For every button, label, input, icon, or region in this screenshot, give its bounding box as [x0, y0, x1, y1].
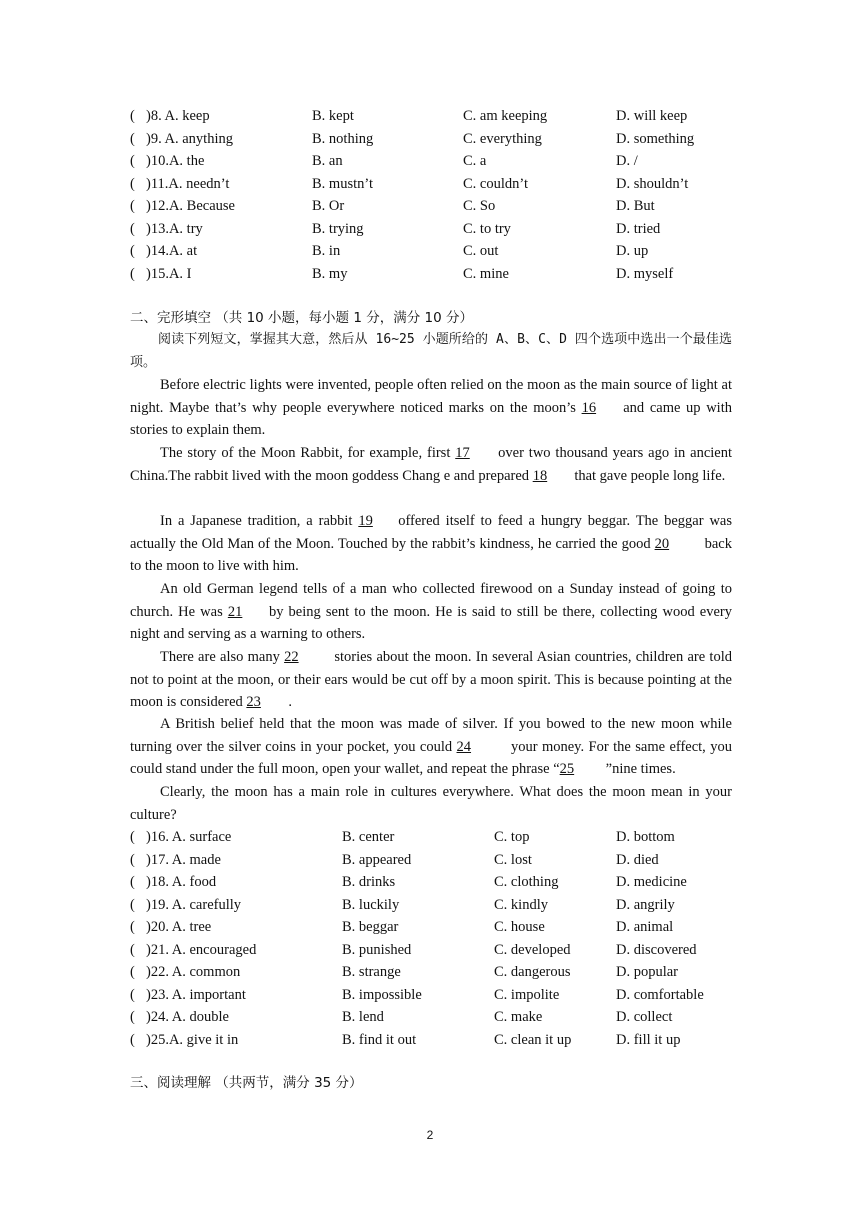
option-a: )14.A. at — [146, 243, 198, 259]
option-a: )8. A. keep — [146, 108, 210, 124]
section-title-cloze: 二、完形填空 （共 10 小题，每小题 1 分，满分 10 分） — [130, 310, 473, 326]
question-row — [130, 195, 740, 217]
option-a: )15.A. I — [146, 265, 192, 282]
option-b: B. luckily — [342, 896, 400, 913]
option-c: C. couldn’t — [463, 175, 528, 192]
option-a: )22. A. common — [146, 964, 241, 980]
blank-19: 19 — [358, 513, 373, 529]
option-c: C. mine — [463, 265, 509, 282]
answer-paren: ( — [130, 896, 135, 913]
question-row — [130, 984, 740, 1006]
option-d: D. something — [616, 130, 695, 147]
passage-paragraph: The story of the Moon Rabbit, for example, first 17 over two thousand years ago in ancient China.The rabbit lived with the moon goddess Chang e and prepared 18 that gave people long life. — [130, 442, 732, 487]
question-row — [130, 1006, 740, 1028]
answer-paren: ( — [130, 874, 135, 890]
answer-paren: ( — [130, 175, 135, 192]
question-row — [130, 240, 740, 262]
blank-20: 20 — [654, 535, 670, 552]
option-c: C. make — [494, 1009, 543, 1025]
option-a: )9. A. anything — [146, 130, 233, 147]
answer-paren: ( — [130, 851, 135, 868]
option-b: B. impossible — [342, 986, 422, 1003]
option-d: D. tried — [616, 220, 661, 237]
cloze-instruction: 阅读下列短文，掌握其大意，然后从 16~25 小题所给的 A、B、C、D 四个选项中选出一个最佳选项。 — [130, 332, 732, 370]
option-c: C. impolite — [494, 986, 560, 1003]
question-row — [130, 173, 740, 195]
option-c: C. top — [494, 829, 530, 845]
answer-paren: ( — [130, 265, 135, 282]
option-d: D. up — [616, 243, 649, 259]
section-title-reading: 三、阅读理解 （共两节，满分 35 分） — [130, 1075, 363, 1091]
question-row — [130, 894, 740, 916]
answer-paren: ( — [130, 108, 135, 124]
option-a: )20. A. tree — [146, 919, 212, 935]
answer-paren: ( — [130, 198, 135, 214]
answer-paren: ( — [130, 1031, 135, 1048]
question-row — [130, 150, 740, 172]
question-row — [130, 916, 740, 938]
option-a: )25.A. give it in — [146, 1031, 239, 1048]
option-d: D. medicine — [616, 874, 687, 890]
option-c: C. kindly — [494, 896, 548, 913]
answer-paren: ( — [130, 220, 135, 237]
option-c: C. house — [494, 919, 545, 935]
answer-paren: ( — [130, 986, 135, 1003]
question-row — [130, 849, 740, 871]
page-number: 2 — [426, 1128, 434, 1142]
option-b: B. in — [312, 243, 341, 259]
option-d: D. bottom — [616, 829, 675, 845]
option-d: D. animal — [616, 919, 674, 935]
option-b: B. find it out — [342, 1031, 417, 1048]
option-b: B. nothing — [312, 130, 374, 147]
option-b: B. lend — [342, 1009, 384, 1025]
option-c: C. everything — [463, 130, 542, 147]
option-c: C. clean it up — [494, 1031, 572, 1048]
blank-25: 25 — [559, 761, 575, 778]
passage-paragraph: An old German legend tells of a man who collected firewood on a Sunday instead of going to church. He was 21 by being sent to the moon. He is said to still be there, collecting wood every night and serving as a warning to others. — [130, 581, 732, 643]
blank-17: 17 — [455, 445, 470, 461]
option-d: D. But — [616, 198, 655, 214]
answer-paren: ( — [130, 941, 135, 958]
answer-paren: ( — [130, 153, 135, 169]
blank-23: 23 — [246, 694, 261, 711]
option-c: C. lost — [494, 851, 532, 868]
option-b: B. an — [312, 153, 343, 169]
question-row — [130, 263, 740, 285]
answer-paren: ( — [130, 130, 135, 147]
blank-18: 18 — [532, 467, 548, 484]
question-row — [130, 218, 740, 240]
passage-paragraph: Before electric lights were invented, people often relied on the moon as the main source of light at night. Maybe that’s why people everywhere noticed marks on the moon’s 16 and came up with stories to explain them. — [130, 377, 732, 439]
option-c: C. dangerous — [494, 964, 571, 980]
question-row — [130, 1029, 740, 1051]
option-a: )13.A. try — [146, 220, 203, 237]
option-d: D. collect — [616, 1009, 673, 1025]
question-row — [130, 128, 740, 150]
option-a: )23. A. important — [146, 986, 246, 1003]
blank-22: 22 — [284, 649, 299, 665]
option-a: )16. A. surface — [146, 829, 232, 845]
option-c: C. clothing — [494, 874, 559, 890]
option-d: D. will keep — [616, 108, 688, 124]
blank-21: 21 — [227, 603, 243, 620]
option-b: B. center — [342, 829, 395, 845]
option-a: )18. A. food — [146, 874, 217, 890]
option-b: B. kept — [312, 108, 354, 124]
passage-paragraph: In a Japanese tradition, a rabbit 19 offered itself to feed a hungry beggar. The beggar was actually the Old Man of the Moon. Touched by the rabbit’s kindness, he carried the good 20 back to the moon to live with him. — [130, 510, 732, 578]
option-a: )19. A. carefully — [146, 896, 242, 913]
option-c: C. am keeping — [463, 108, 548, 124]
blank-24: 24 — [456, 738, 472, 755]
option-a: )11.A. needn’t — [146, 175, 230, 192]
answer-paren: ( — [130, 829, 135, 845]
option-d: D. popular — [616, 964, 679, 980]
option-a: )21. A. encouraged — [146, 941, 257, 958]
option-a: )24. A. double — [146, 1009, 229, 1025]
option-b: B. punished — [342, 941, 412, 958]
passage-paragraph: Clearly, the moon has a main role in cultures everywhere. What does the moon mean in your culture? — [130, 784, 732, 823]
option-d: D. angrily — [616, 896, 675, 913]
option-c: C. to try — [463, 220, 511, 237]
option-d: D. myself — [616, 265, 674, 282]
option-a: )12.A. Because — [146, 198, 235, 214]
option-b: B. mustn’t — [312, 175, 373, 192]
option-b: B. beggar — [342, 919, 399, 935]
option-c: C. developed — [494, 941, 571, 958]
option-d: D. shouldn’t — [616, 175, 689, 192]
option-b: B. trying — [312, 220, 364, 237]
option-c: C. So — [463, 198, 496, 214]
option-a: )17. A. made — [146, 851, 221, 868]
option-a: )10.A. the — [146, 153, 205, 169]
option-b: B. drinks — [342, 874, 396, 890]
answer-paren: ( — [130, 243, 135, 259]
question-row — [130, 826, 740, 848]
option-d: D. discovered — [616, 941, 697, 958]
question-row — [130, 105, 740, 127]
option-c: C. a — [463, 153, 487, 169]
question-row — [130, 939, 740, 961]
option-d: D. / — [616, 153, 638, 169]
passage-paragraph: A British belief held that the moon was made of silver. If you bowed to the new moon while turning over the silver coins in your pocket, you could 24 your money. For the same effect, you could stand under the full moon, open your wallet, and repeat the phrase “25 ”nine times. — [130, 713, 732, 781]
option-d: D. died — [616, 851, 659, 868]
option-b: B. my — [312, 265, 348, 282]
answer-paren: ( — [130, 964, 135, 980]
option-d: D. comfortable — [616, 986, 704, 1003]
answer-paren: ( — [130, 919, 135, 935]
option-b: B. strange — [342, 964, 401, 980]
question-row — [130, 961, 740, 983]
option-d: D. fill it up — [616, 1031, 681, 1048]
option-b: B. Or — [312, 198, 345, 214]
question-row — [130, 871, 740, 893]
passage-paragraph: There are also many 22 stories about the moon. In several Asian countries, children are told not to point at the moon, or their ears would be cut off by a moon spirit. This is because pointing at the moon is considered 23 . — [130, 646, 732, 714]
option-b: B. appeared — [342, 851, 412, 868]
blank-16: 16 — [581, 399, 597, 416]
option-c: C. out — [463, 243, 499, 259]
answer-paren: ( — [130, 1009, 135, 1025]
